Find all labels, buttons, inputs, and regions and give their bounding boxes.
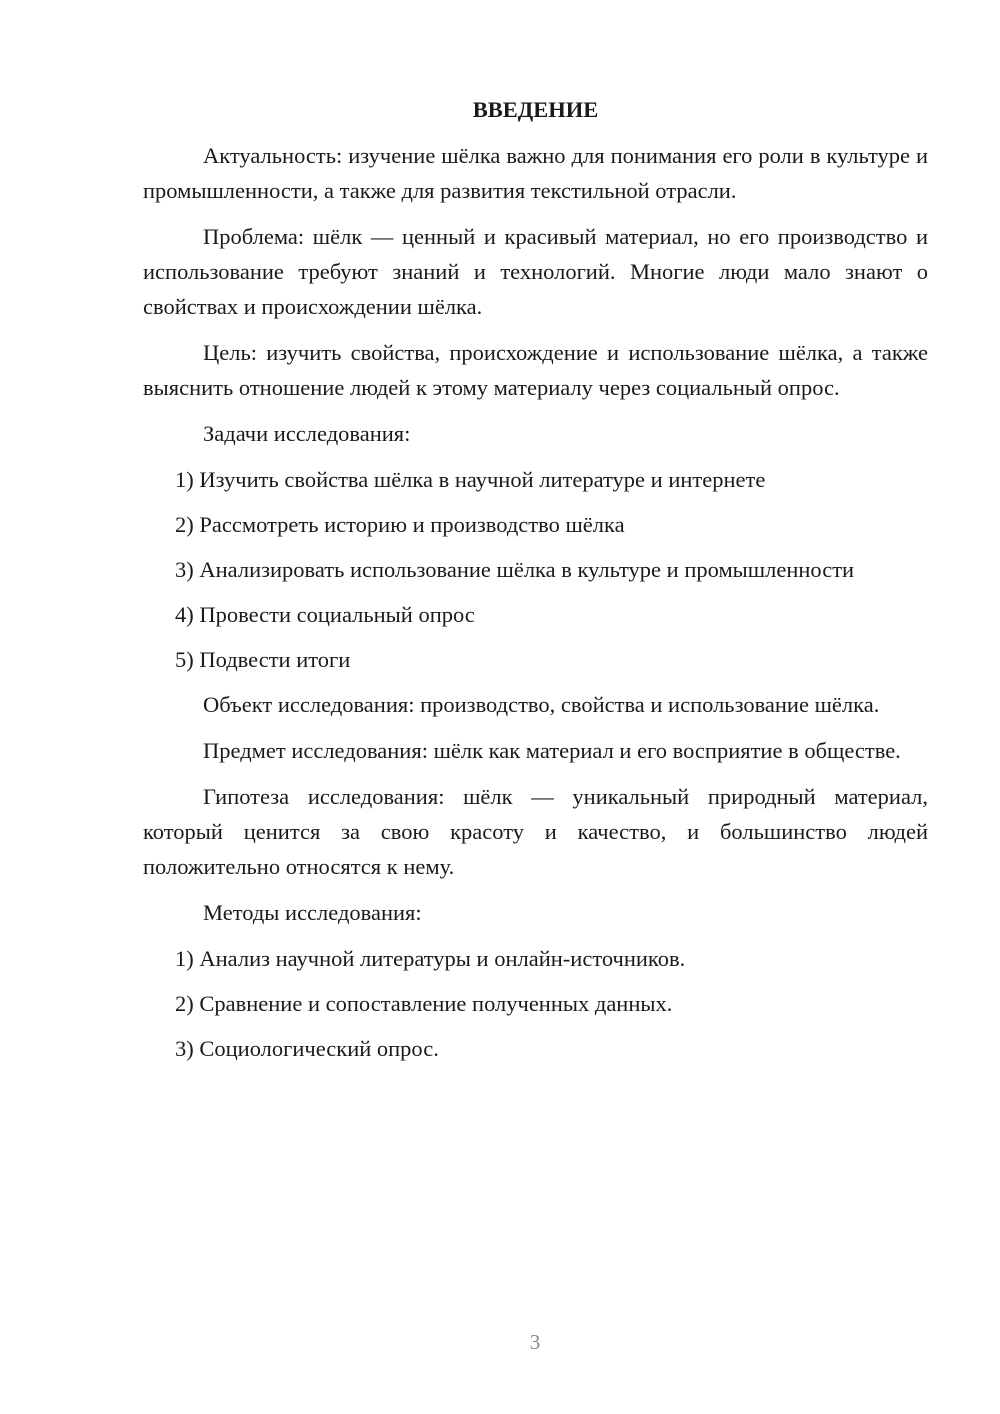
methods-heading: Методы исследования: xyxy=(203,900,422,925)
problem-paragraph: Проблема: шёлк — ценный и красивый материал, но его производство и использование требуют знаний и технологий. Многие люди мало знают о свойствах и происхождении шёлка. xyxy=(143,224,928,319)
method-item: 1) Анализ научной литературы и онлайн-источников. xyxy=(175,946,686,971)
section-title: ВВЕДЕНИЕ xyxy=(472,97,599,122)
relevance-paragraph: Актуальность: изучение шёлка важно для понимания его роли в культуре и промышленности, а также для развития текстильной отрасли. xyxy=(143,143,928,203)
tasks-list xyxy=(143,462,928,677)
task-item: 2) Рассмотреть историю и производство шёлка xyxy=(175,512,625,537)
task-item: 3) Анализировать использование шёлка в культуре и промышленности xyxy=(175,557,855,582)
tasks-heading: Задачи исследования: xyxy=(203,421,411,446)
object-paragraph: Объект исследования: производство, свойства и использование шёлка. xyxy=(203,692,880,717)
subject-paragraph: Предмет исследования: шёлк как материал и его восприятие в обществе. xyxy=(203,738,901,763)
method-item: 3) Социологический опрос. xyxy=(175,1036,439,1061)
task-item: 5) Подвести итоги xyxy=(175,647,351,672)
goal-paragraph: Цель: изучить свойства, происхождение и использование шёлка, а также выяснить отношение людей к этому материалу через социальный опрос. xyxy=(143,340,928,400)
hypothesis-paragraph: Гипотеза исследования: шёлк — уникальный природный материал, который ценится за свою красоту и качество, и большинство людей положительно относятся к нему. xyxy=(143,784,928,879)
methods-list xyxy=(143,941,928,1066)
method-item: 2) Сравнение и сопоставление полученных данных. xyxy=(175,991,673,1016)
page-number: 3 xyxy=(529,1330,541,1354)
task-item: 4) Провести социальный опрос xyxy=(175,602,475,627)
task-item: 1) Изучить свойства шёлка в научной литературе и интернете xyxy=(175,467,766,492)
document-page xyxy=(143,92,928,1076)
